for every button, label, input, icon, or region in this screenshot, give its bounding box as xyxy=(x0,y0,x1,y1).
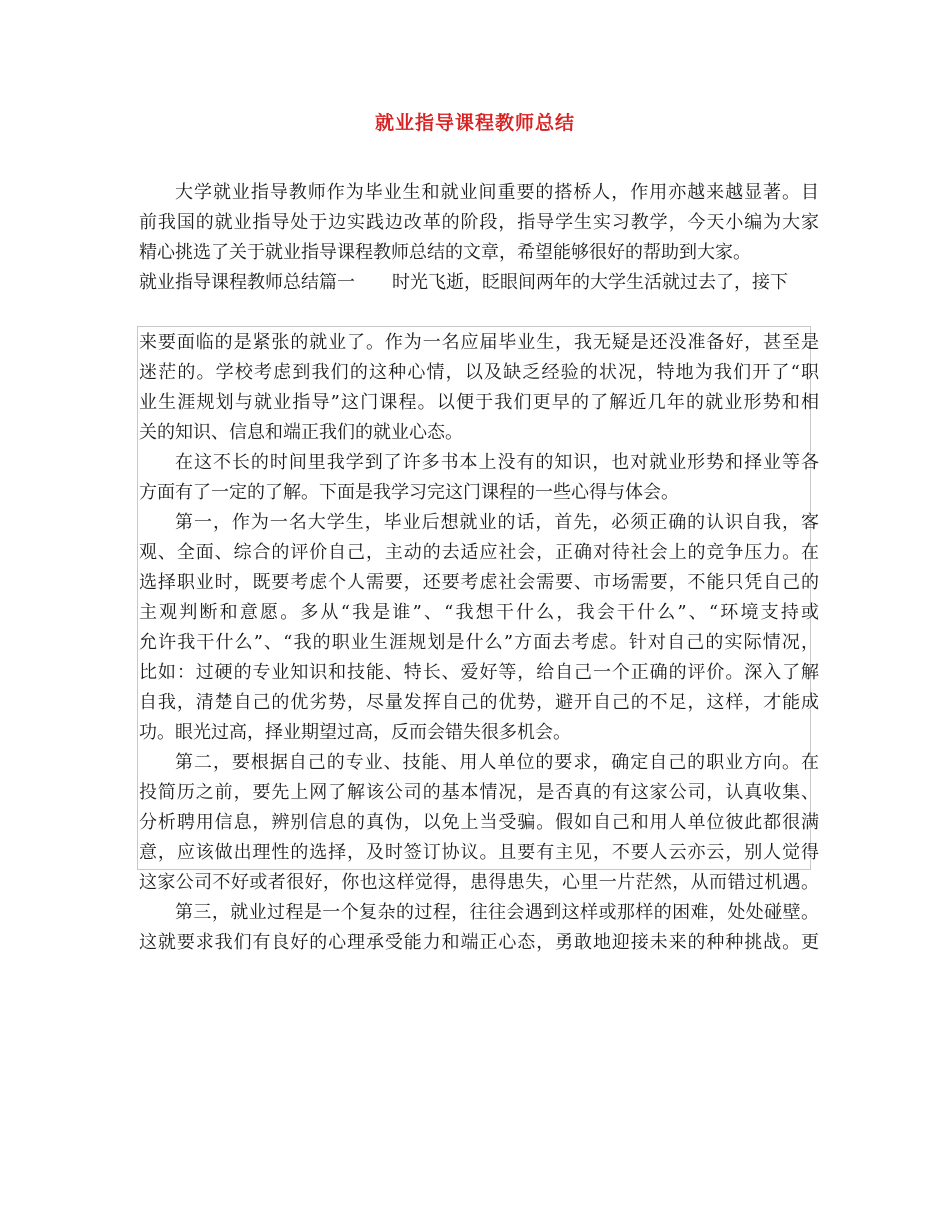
text-line: 意，应该做出理性的选择，及时签订协议。且要有主见，不要人云亦云，别人觉得 xyxy=(139,842,819,863)
text-line: 迷茫的。学校考虑到我们的这种心情，以及缺乏经验的状况，特地为我们开了“职 xyxy=(139,362,819,383)
text-line: 允许我干什么”、“我的职业生涯规划是什么”方面去考虑。针对自己的实际情况， xyxy=(139,632,819,653)
text-line: 自我，清楚自己的优劣势，尽量发挥自己的优势，避开自己的不足，这样，才能成 xyxy=(139,692,819,713)
text-line: 大学就业指导教师作为毕业生和就业间重要的搭桥人，作用亦越来越显著。目 xyxy=(175,182,819,203)
text-line: 比如：过硬的专业知识和技能、特长、爱好等，给自己一个正确的评价。深入了解 xyxy=(139,662,819,683)
section-heading-continuation: 时光飞逝，眨眼间两年的大学生活就过去了，接下 xyxy=(392,272,788,293)
text-line: 第二，要根据自己的专业、技能、用人单位的要求，确定自己的职业方向。在 xyxy=(175,752,819,773)
text-line: 投简历之前，要先上网了解该公司的基本情况，是否真的有这家公司，认真收集、 xyxy=(139,782,819,803)
document-title: 就业指导课程教师总结 xyxy=(374,112,575,134)
intro-paragraph xyxy=(139,178,819,268)
text-line: 关的知识、信息和端正我们的就业心态。 xyxy=(139,422,463,443)
text-line: 分析聘用信息，辨别信息的真伪，以免上当受骗。假如自己和用人单位彼此都很满 xyxy=(139,812,819,833)
text-line: 在这不长的时间里我学到了许多书本上没有的知识，也对就业形势和择业等各 xyxy=(175,452,819,473)
text-line: 选择职业时，既要考虑个人需要，还要考虑社会需要、市场需要，不能只凭自己的 xyxy=(139,572,819,593)
text-line: 功。眼光过高，择业期望过高，反而会错失很多机会。 xyxy=(139,722,571,743)
text-line: 这家公司不好或者很好，你也这样觉得，患得患失，心里一片茫然，从而错过机遇。 xyxy=(139,872,819,893)
text-line: 主观判断和意愿。多从“我是谁”、“我想干什么，我会干什么”、“环境支持或 xyxy=(139,602,819,623)
text-line: 业生涯规划与就业指导”这门课程。以便于我们更早的了解近几年的就业形势和相 xyxy=(139,392,819,413)
text-line: 方面有了一定的了解。下面是我学习完这门课程的一些心得与体会。 xyxy=(139,482,679,503)
text-line: 第一，作为一名大学生，毕业后想就业的话，首先，必须正确的认识自我，客 xyxy=(175,512,819,533)
text-line: 前我国的就业指导处于边实践边改革的阶段，指导学生实习教学，今天小编为大家 xyxy=(139,212,819,233)
section-heading: 就业指导课程教师总结篇一 xyxy=(139,272,355,293)
text-line: 这就要求我们有良好的心理承受能力和端正心态，勇敢地迎接未来的种种挑战。更 xyxy=(139,932,819,953)
text-line: 精心挑选了关于就业指导课程教师总结的文章，希望能够很好的帮助到大家。 xyxy=(139,242,751,263)
text-line: 观、全面、综合的评价自己，主动的去适应社会，正确对待社会上的竞争压力。在 xyxy=(139,542,819,563)
text-line: 第三，就业过程是一个复杂的过程，往往会遇到这样或那样的困难，处处碰壁。 xyxy=(175,902,819,923)
section-heading-line xyxy=(139,268,819,298)
body-paragraphs xyxy=(139,328,819,958)
text-line: 来要面临的是紧张的就业了。作为一名应届毕业生，我无疑是还没准备好，甚至是 xyxy=(139,332,819,353)
